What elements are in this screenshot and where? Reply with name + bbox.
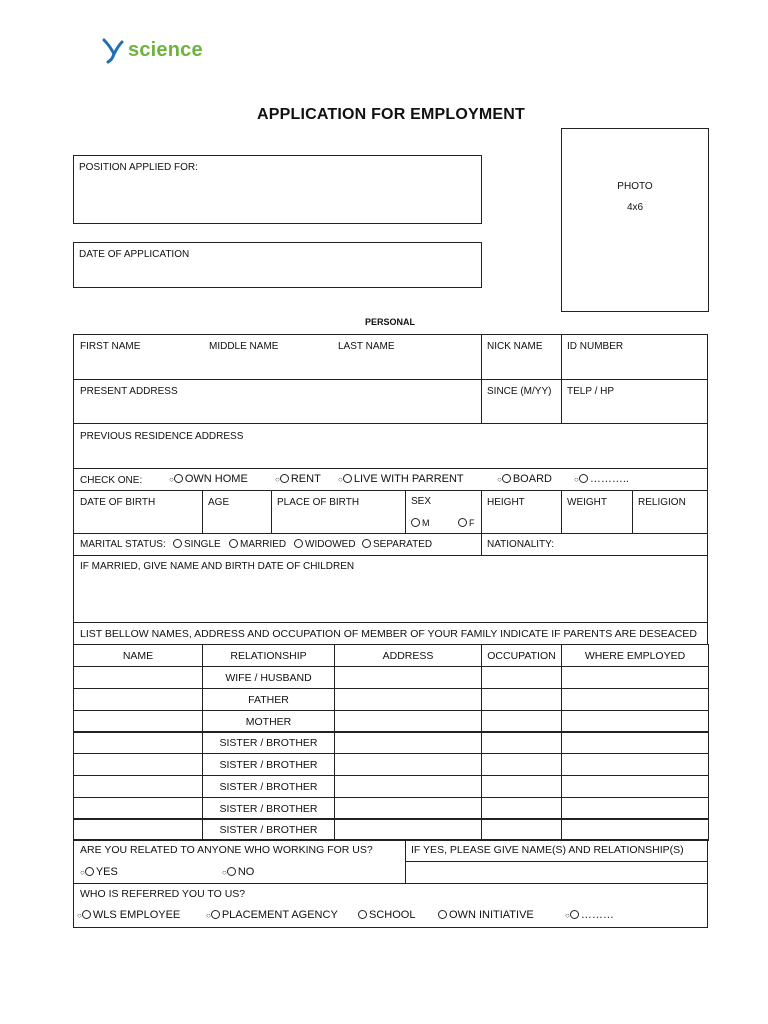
personal-heading: PERSONAL xyxy=(365,317,416,327)
middle-name-label: MIDDLE NAME xyxy=(209,341,279,352)
page-title: APPLICATION FOR EMPLOYMENT xyxy=(256,106,525,123)
check-rent[interactable]: ○ RENT xyxy=(275,473,321,485)
last-name-label: LAST NAME xyxy=(338,341,395,352)
since-cell[interactable] xyxy=(481,379,562,424)
previous-address-cell[interactable] xyxy=(73,423,708,469)
family-input-cell[interactable] xyxy=(73,731,203,754)
family-input-cell[interactable] xyxy=(334,666,482,689)
radio-circle-icon[interactable] xyxy=(211,910,220,919)
referred-own-initiative[interactable]: OWN INITIATIVE xyxy=(438,909,534,921)
age-label: AGE xyxy=(208,497,230,508)
present-address-cell[interactable] xyxy=(73,379,482,424)
related-question: ARE YOU RELATED TO ANYONE WHO WORKING FOR US? xyxy=(80,844,373,856)
family-relationship-cell xyxy=(202,688,335,711)
family-input-cell[interactable] xyxy=(73,753,203,776)
radio-circle-icon[interactable] xyxy=(280,474,289,483)
family-input-cell[interactable] xyxy=(73,775,203,798)
family-input-cell[interactable] xyxy=(561,688,709,711)
sex-male-option[interactable]: M xyxy=(411,518,430,528)
religion-label: RELIGION xyxy=(638,497,686,508)
family-input-cell[interactable] xyxy=(73,797,203,820)
family-relationship-label: SISTER / BROTHER xyxy=(219,803,318,815)
radio-circle-icon[interactable] xyxy=(343,474,352,483)
telp-cell[interactable] xyxy=(561,379,708,424)
radio-circle-icon[interactable] xyxy=(82,910,91,919)
family-input-cell[interactable] xyxy=(334,775,482,798)
family-input-cell[interactable] xyxy=(73,666,203,689)
pob-label: PLACE OF BIRTH xyxy=(277,497,360,508)
related-no-option[interactable]: ○ NO xyxy=(222,866,255,878)
referred-section xyxy=(73,883,708,928)
marital-separated[interactable]: SEPARATED xyxy=(362,539,432,550)
family-relationship-cell xyxy=(202,818,335,841)
since-label: SINCE (M/YY) xyxy=(487,386,552,397)
radio-circle-icon[interactable] xyxy=(579,474,588,483)
family-column-header xyxy=(73,644,203,667)
radio-circle-icon[interactable] xyxy=(570,910,579,919)
family-relationship-cell xyxy=(202,710,335,733)
family-column-header xyxy=(481,644,562,667)
full-name-cell[interactable] xyxy=(73,334,482,380)
family-column-header-label: ADDRESS xyxy=(382,650,434,662)
radio-circle-icon[interactable] xyxy=(85,867,94,876)
height-cell[interactable] xyxy=(481,490,562,534)
weight-label: WEIGHT xyxy=(567,497,607,508)
family-heading-cell xyxy=(73,622,708,645)
photo-label: PHOTO xyxy=(617,181,653,192)
family-relationship-cell xyxy=(202,753,335,776)
radio-circle-icon[interactable] xyxy=(358,910,367,919)
family-input-cell[interactable] xyxy=(481,797,562,820)
company-logo xyxy=(100,34,203,66)
personal-section xyxy=(73,334,708,623)
family-relationship-cell xyxy=(202,775,335,798)
radio-circle-icon[interactable] xyxy=(227,867,236,876)
referred-placement-agency[interactable]: ○ PLACEMENT AGENCY xyxy=(206,909,338,921)
family-relationship-label: SISTER / BROTHER xyxy=(219,781,318,793)
family-input-cell[interactable] xyxy=(73,710,203,733)
nick-name-cell[interactable] xyxy=(481,334,562,380)
family-input-cell[interactable] xyxy=(561,731,709,754)
marital-married[interactable]: MARRIED xyxy=(229,539,286,550)
first-name-label: FIRST NAME xyxy=(80,341,141,352)
family-input-cell[interactable] xyxy=(73,818,203,841)
family-input-cell[interactable] xyxy=(481,688,562,711)
family-relationship-label: FATHER xyxy=(248,694,289,706)
related-question-cell xyxy=(73,839,406,884)
children-cell[interactable] xyxy=(73,555,708,623)
sex-cell xyxy=(405,490,482,534)
related-yes-option[interactable]: ○ YES xyxy=(80,866,118,878)
radio-circle-icon[interactable] xyxy=(174,474,183,483)
present-address-label: PRESENT ADDRESS xyxy=(80,386,178,397)
radio-circle-icon[interactable] xyxy=(438,910,447,919)
related-section xyxy=(73,839,708,884)
marital-status-label: MARITAL STATUS: xyxy=(80,539,166,550)
referred-wls-employee[interactable]: ○ WLS EMPLOYEE xyxy=(77,909,181,921)
family-input-cell[interactable] xyxy=(334,753,482,776)
family-table xyxy=(73,644,708,840)
family-input-cell[interactable] xyxy=(73,688,203,711)
referred-question: WHO IS REFERRED YOU TO US? xyxy=(80,888,246,900)
age-cell[interactable] xyxy=(202,490,272,534)
family-relationship-label: MOTHER xyxy=(245,716,292,728)
id-number-label: ID NUMBER xyxy=(567,341,624,352)
family-input-cell[interactable] xyxy=(334,710,482,733)
radio-circle-icon[interactable] xyxy=(458,518,467,527)
pob-cell[interactable] xyxy=(271,490,406,534)
referred-other[interactable]: ○ ……… xyxy=(565,909,614,921)
family-relationship-label: SISTER / BROTHER xyxy=(219,759,318,771)
nationality-cell[interactable] xyxy=(481,533,708,556)
family-relationship-cell xyxy=(202,797,335,820)
check-board[interactable]: ○ BOARD xyxy=(497,473,552,485)
family-column-header xyxy=(202,644,335,667)
family-input-cell[interactable] xyxy=(561,818,709,841)
dob-label: DATE OF BIRTH xyxy=(80,497,156,508)
related-names-cell xyxy=(405,839,708,862)
family-input-cell[interactable] xyxy=(481,710,562,733)
family-input-cell[interactable] xyxy=(481,818,562,841)
family-input-cell[interactable] xyxy=(481,775,562,798)
family-input-cell[interactable] xyxy=(561,666,709,689)
check-one-label: CHECK ONE: xyxy=(80,475,143,486)
family-input-cell[interactable] xyxy=(561,753,709,776)
family-input-cell[interactable] xyxy=(481,666,562,689)
family-relationship-label: SISTER / BROTHER xyxy=(219,737,318,749)
sex-female-option[interactable]: F xyxy=(458,518,475,528)
family-relationship-cell xyxy=(202,666,335,689)
radio-circle-icon[interactable] xyxy=(411,518,420,527)
previous-address-label: PREVIOUS RESIDENCE ADDRESS xyxy=(80,431,244,442)
family-input-cell[interactable] xyxy=(334,797,482,820)
check-one-row xyxy=(73,468,708,491)
marital-single[interactable]: SINGLE xyxy=(173,539,221,550)
photo-box[interactable] xyxy=(561,128,709,312)
marital-widowed[interactable]: WIDOWED xyxy=(294,539,356,550)
family-input-cell[interactable] xyxy=(334,731,482,754)
height-label: HEIGHT xyxy=(487,497,525,508)
family-relationship-cell xyxy=(202,731,335,754)
family-heading: LIST BELLOW NAMES, ADDRESS AND OCCUPATION OF MEMBER OF YOUR FAMILY INDICATE IF PARENTS ARE DESEACED xyxy=(80,628,697,640)
family-input-cell[interactable] xyxy=(334,688,482,711)
position-applied-field[interactable] xyxy=(73,155,482,224)
logo-mark-icon xyxy=(100,36,126,64)
radio-circle-icon[interactable] xyxy=(362,539,371,548)
family-input-cell[interactable] xyxy=(481,753,562,776)
family-relationship-label: WIFE / HUSBAND xyxy=(225,672,312,684)
children-label: IF MARRIED, GIVE NAME AND BIRTH DATE OF CHILDREN xyxy=(80,561,355,572)
related-if-yes: IF YES, PLEASE GIVE NAME(S) AND RELATIONSHIP(S) xyxy=(411,844,684,856)
date-of-application-label: DATE OF APPLICATION xyxy=(79,249,190,260)
family-column-header-label: OCCUPATION xyxy=(487,650,556,662)
family-column-header-label: NAME xyxy=(122,650,154,662)
family-input-cell[interactable] xyxy=(561,775,709,798)
position-applied-label: POSITION APPLIED FOR: xyxy=(79,162,198,173)
telp-label: TELP / HP xyxy=(567,386,615,397)
check-own-home[interactable]: ○ OWN HOME xyxy=(169,473,248,485)
nationality-label: NATIONALITY: xyxy=(487,539,555,550)
sex-label: SEX xyxy=(411,496,432,507)
photo-size: 4x6 xyxy=(626,202,644,213)
family-column-header xyxy=(561,644,709,667)
family-section xyxy=(73,622,708,840)
referred-school[interactable]: SCHOOL xyxy=(358,909,415,921)
dob-cell[interactable] xyxy=(73,490,203,534)
family-input-cell[interactable] xyxy=(561,797,709,820)
radio-circle-icon[interactable] xyxy=(502,474,511,483)
related-names-input[interactable] xyxy=(405,861,708,884)
id-number-cell[interactable] xyxy=(561,334,708,380)
radio-circle-icon[interactable] xyxy=(173,539,182,548)
logo-wordmark: science xyxy=(128,38,203,61)
family-input-cell[interactable] xyxy=(481,731,562,754)
family-input-cell[interactable] xyxy=(561,710,709,733)
marital-status-cell xyxy=(73,533,482,556)
nick-name-label: NICK NAME xyxy=(487,341,543,352)
family-input-cell[interactable] xyxy=(334,818,482,841)
check-live-with-parent[interactable]: ○ LIVE WITH PARRENT xyxy=(338,473,464,485)
religion-cell[interactable] xyxy=(632,490,708,534)
family-column-header-label: WHERE EMPLOYED xyxy=(584,650,686,662)
weight-cell[interactable] xyxy=(561,490,633,534)
radio-circle-icon[interactable] xyxy=(229,539,238,548)
radio-circle-icon[interactable] xyxy=(294,539,303,548)
date-of-application-field[interactable] xyxy=(73,242,482,288)
family-column-header xyxy=(334,644,482,667)
check-other[interactable]: ○ ……….. xyxy=(574,473,629,485)
family-relationship-label: SISTER / BROTHER xyxy=(219,824,318,836)
family-column-header-label: RELATIONSHIP xyxy=(230,650,307,662)
